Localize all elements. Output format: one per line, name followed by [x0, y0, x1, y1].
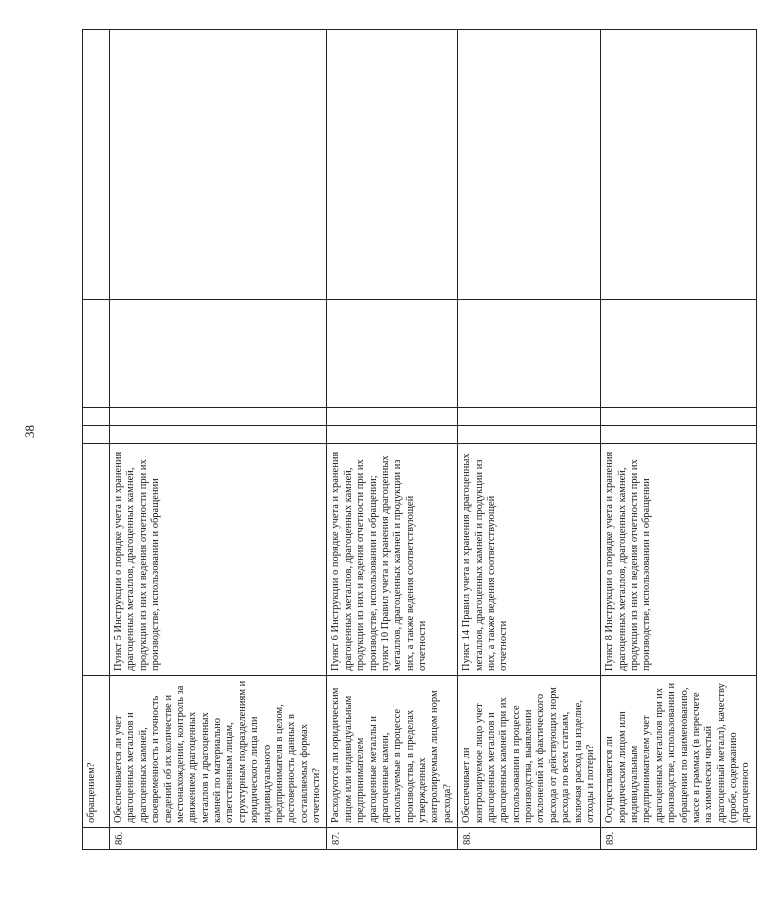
- requirement-text: Пункт 5 Инструкции о порядке учета и хранения драгоценных металлов, драгоценных камней, продукции из них и ведения отчетности при их производстве, использовании и обращении: [113, 451, 162, 671]
- number-cell: 89.: [601, 828, 757, 850]
- answer-no-cell: [83, 408, 110, 426]
- answer-yes-cell: [83, 426, 110, 444]
- answer-yes-cell: [601, 426, 757, 444]
- notes-cell: [458, 30, 601, 300]
- number-cell: [83, 828, 110, 850]
- answer-na-cell: [601, 300, 757, 408]
- requirement-text: пункт 10 Правил учета и хранения драгоценных металлов, драгоценных камней и продукции из них, а также ведения соответствующей отчетности: [379, 455, 428, 671]
- number-cell: 88.: [458, 828, 601, 850]
- requirement-text: Пункт 14 Правил учета и хранения драгоценных металлов, драгоценных камней и продукции из них, а также ведения соответствующей отчетности: [461, 453, 510, 671]
- question-cell: Расходуются ли юридическим лицом или индивидуальным предпринимателем драгоценные металлы и драгоценные камни, используемые в процессе производства, в пределах утвержденных контролируемым лицом норм расхода?: [327, 676, 458, 828]
- answer-na-cell: [458, 300, 601, 408]
- table-row: [110, 30, 327, 850]
- requirements-cell: [327, 444, 458, 676]
- question-cell: обращением?: [83, 676, 110, 828]
- answer-na-cell: [110, 300, 327, 408]
- question-cell: Осуществляется ли юридическим лицом или индивидуальным предпринимателем учет драгоценных металлов при их производстве, использовании и обращении по наименованию, массе в граммах (в пересчете на химически чистый драгоценный металл), качеству (пробе, содержанию драгоценного: [601, 676, 757, 828]
- notes-cell: [110, 30, 327, 300]
- requirements-cell: [83, 444, 110, 676]
- answer-na-cell: [327, 300, 458, 408]
- question-cell: Обеспечивается ли учет драгоценных металлов и драгоценных камней, своевременность и точность сведений об их количестве и местонахождении, контроль за движением драгоценных металлов и драгоценных камней по материально ответственным лицам, структурным подразделениям и юридического лица или индивидуального предпринимателя в целом, достоверность данных в составляемых формах отчетности?: [110, 676, 327, 828]
- answer-no-cell: [601, 408, 757, 426]
- number-cell: 87.: [327, 828, 458, 850]
- requirements-cell: [110, 444, 327, 676]
- answer-na-cell: [83, 300, 110, 408]
- answer-no-cell: [110, 408, 327, 426]
- checklist-table: [82, 29, 757, 850]
- rotated-table-container: [82, 30, 752, 850]
- table-row: [458, 30, 601, 850]
- table-row-continuation: [83, 30, 110, 850]
- notes-cell: [601, 30, 757, 300]
- answer-yes-cell: [458, 426, 601, 444]
- page-number: 38: [22, 425, 37, 438]
- table-row: [327, 30, 458, 850]
- table-row: [601, 30, 757, 850]
- answer-yes-cell: [110, 426, 327, 444]
- notes-cell: [327, 30, 458, 300]
- requirement-text: Пункт 6 Инструкции о порядке учета и хранения драгоценных металлов, драгоценных камней, продукции из них и ведения отчетности при их производстве, использовании и обращении;: [330, 451, 379, 671]
- question-cell: Обеспечивает ли контролируемое лицо учет драгоценных металлов и драгоценных камней при их использовании в процессе производства, выявлении отклонений их фактического расхода от действующих норм расхода по всем статьям, включая расход на изделие, отходы и потери?: [458, 676, 601, 828]
- requirement-text: Пункт 8 Инструкции о порядке учета и хранения драгоценных металлов, драгоценных камней, продукции из них и ведения отчетности при их производстве, использовании и обращении: [604, 451, 653, 671]
- answer-no-cell: [458, 408, 601, 426]
- requirements-cell: [458, 444, 601, 676]
- requirements-cell: [601, 444, 757, 676]
- answer-yes-cell: [327, 426, 458, 444]
- number-cell: 86.: [110, 828, 327, 850]
- notes-cell: [83, 30, 110, 300]
- answer-no-cell: [327, 408, 458, 426]
